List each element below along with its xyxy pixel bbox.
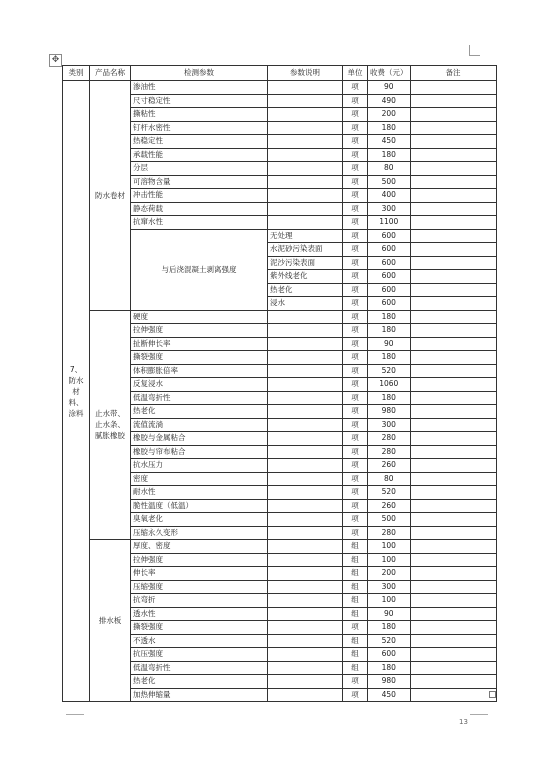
desc-cell (268, 337, 343, 351)
fee-cell: 490 (368, 94, 411, 108)
param-cell: 抗压强度 (131, 648, 268, 662)
desc-cell (268, 310, 343, 324)
fee-cell: 80 (368, 472, 411, 486)
remark-cell (410, 432, 496, 446)
desc-cell: 热老化 (268, 283, 343, 297)
unit-cell: 项 (343, 243, 368, 257)
desc-cell (268, 594, 343, 608)
page-number: 13 (459, 718, 468, 726)
unit-cell: 项 (343, 472, 368, 486)
fee-cell: 300 (368, 418, 411, 432)
fee-cell: 600 (368, 229, 411, 243)
header-fee: 收费（元） (368, 66, 411, 81)
remark-cell (410, 270, 496, 284)
fee-cell: 180 (368, 621, 411, 635)
param-cell: 分层 (131, 162, 268, 176)
fee-cell: 90 (368, 607, 411, 621)
fee-cell: 600 (368, 297, 411, 311)
param-cell: 低温弯折性 (131, 661, 268, 675)
unit-cell: 组 (343, 634, 368, 648)
desc-cell (268, 567, 343, 581)
param-cell: 透水性 (131, 607, 268, 621)
fee-cell: 450 (368, 688, 411, 702)
param-cell: 低温弯折性 (131, 391, 268, 405)
fee-table (62, 65, 497, 702)
remark-cell (410, 175, 496, 189)
remark-cell (410, 351, 496, 365)
desc-cell (268, 486, 343, 500)
remark-cell (410, 243, 496, 257)
header-param: 检测参数 (131, 66, 268, 81)
product-cell: 防水卷材 (90, 81, 131, 311)
unit-cell: 项 (343, 108, 368, 122)
param-cell: 拉伸强度 (131, 324, 268, 338)
desc-cell (268, 202, 343, 216)
unit-cell: 项 (343, 297, 368, 311)
remark-cell (410, 310, 496, 324)
param-cell: 渗油性 (131, 81, 268, 95)
desc-cell (268, 634, 343, 648)
unit-cell: 项 (343, 688, 368, 702)
param-cell: 钉杆水密性 (131, 121, 268, 135)
desc-cell (268, 526, 343, 540)
desc-cell: 水泥砂污染表面 (268, 243, 343, 257)
param-cell: 体积膨胀倍率 (131, 364, 268, 378)
fee-cell: 180 (368, 121, 411, 135)
fee-cell: 600 (368, 270, 411, 284)
remark-cell (410, 405, 496, 419)
unit-cell: 组 (343, 567, 368, 581)
unit-cell: 项 (343, 189, 368, 203)
desc-cell (268, 553, 343, 567)
remark-cell (410, 229, 496, 243)
desc-cell (268, 364, 343, 378)
unit-cell: 项 (343, 270, 368, 284)
category-cell: 7、防水材料、涂料 (63, 81, 90, 702)
unit-cell: 组 (343, 607, 368, 621)
remark-cell (410, 594, 496, 608)
unit-cell: 项 (343, 162, 368, 176)
table-row (63, 81, 497, 95)
param-cell: 与后浇混凝土剥离强度 (131, 229, 268, 310)
unit-cell: 项 (343, 621, 368, 635)
unit-cell: 项 (343, 81, 368, 95)
unit-cell: 项 (343, 486, 368, 500)
remark-cell (410, 648, 496, 662)
fee-cell: 600 (368, 648, 411, 662)
remark-cell (410, 688, 496, 702)
remark-cell (410, 553, 496, 567)
param-cell: 热老化 (131, 405, 268, 419)
param-cell: 加热伸缩量 (131, 688, 268, 702)
desc-cell (268, 135, 343, 149)
remark-cell (410, 337, 496, 351)
desc-cell (268, 472, 343, 486)
desc-cell: 泥沙污染表面 (268, 256, 343, 270)
unit-cell: 项 (343, 432, 368, 446)
unit-cell: 项 (343, 499, 368, 513)
remark-cell (410, 445, 496, 459)
unit-cell: 项 (343, 94, 368, 108)
param-cell: 拉伸强度 (131, 553, 268, 567)
unit-cell: 项 (343, 459, 368, 473)
remark-cell (410, 162, 496, 176)
desc-cell (268, 607, 343, 621)
fee-cell: 180 (368, 148, 411, 162)
param-cell: 冲击性能 (131, 189, 268, 203)
fee-cell: 520 (368, 364, 411, 378)
unit-cell: 项 (343, 405, 368, 419)
remark-cell (410, 661, 496, 675)
remark-cell (410, 324, 496, 338)
param-cell: 抗弯折 (131, 594, 268, 608)
fee-cell: 600 (368, 256, 411, 270)
remark-cell (410, 459, 496, 473)
unit-cell: 项 (343, 526, 368, 540)
remark-cell (410, 189, 496, 203)
fee-cell: 280 (368, 432, 411, 446)
remark-cell (410, 580, 496, 594)
remark-cell (410, 148, 496, 162)
unit-cell: 项 (343, 445, 368, 459)
desc-cell (268, 324, 343, 338)
fee-cell: 100 (368, 553, 411, 567)
remark-cell (410, 486, 496, 500)
remark-cell (410, 378, 496, 392)
fee-cell: 80 (368, 162, 411, 176)
desc-cell: 无处理 (268, 229, 343, 243)
unit-cell: 项 (343, 513, 368, 527)
unit-cell: 项 (343, 283, 368, 297)
unit-cell: 组 (343, 540, 368, 554)
fee-cell: 980 (368, 405, 411, 419)
fee-cell: 180 (368, 351, 411, 365)
desc-cell (268, 445, 343, 459)
desc-cell (268, 162, 343, 176)
desc-cell (268, 418, 343, 432)
fee-cell: 280 (368, 445, 411, 459)
param-cell: 撕裂强度 (131, 621, 268, 635)
unit-cell: 项 (343, 135, 368, 149)
remark-cell (410, 364, 496, 378)
desc-cell (268, 108, 343, 122)
footer-rule-left (66, 714, 84, 715)
param-cell: 扯断伸长率 (131, 337, 268, 351)
unit-cell: 项 (343, 148, 368, 162)
param-cell: 撕粘性 (131, 108, 268, 122)
desc-cell (268, 121, 343, 135)
fee-cell: 90 (368, 81, 411, 95)
desc-cell (268, 378, 343, 392)
desc-cell (268, 81, 343, 95)
param-cell: 橡胶与金属粘合 (131, 432, 268, 446)
page-corner-mark (469, 45, 480, 56)
remark-cell (410, 202, 496, 216)
unit-cell: 项 (343, 351, 368, 365)
fee-cell: 980 (368, 675, 411, 689)
header-unit: 单位 (343, 66, 368, 81)
header-desc: 参数说明 (268, 66, 343, 81)
fee-cell: 520 (368, 486, 411, 500)
unit-cell: 项 (343, 418, 368, 432)
remark-cell (410, 135, 496, 149)
fee-cell: 600 (368, 283, 411, 297)
header-product: 产品名称 (90, 66, 131, 81)
param-cell: 硬度 (131, 310, 268, 324)
desc-cell (268, 459, 343, 473)
fee-cell: 280 (368, 526, 411, 540)
fee-cell: 300 (368, 580, 411, 594)
remark-cell (410, 675, 496, 689)
fee-cell: 200 (368, 108, 411, 122)
remark-cell (410, 256, 496, 270)
desc-cell (268, 661, 343, 675)
remark-cell (410, 513, 496, 527)
param-cell: 脆性温度（低温） (131, 499, 268, 513)
remark-cell (410, 418, 496, 432)
desc-cell (268, 148, 343, 162)
fee-cell: 100 (368, 540, 411, 554)
remark-cell (410, 634, 496, 648)
remark-cell (410, 391, 496, 405)
unit-cell: 组 (343, 661, 368, 675)
fee-cell: 400 (368, 189, 411, 203)
unit-cell: 项 (343, 364, 368, 378)
param-cell: 可溶物含量 (131, 175, 268, 189)
table-resize-handle[interactable] (489, 691, 496, 698)
product-cell: 排水板 (90, 540, 131, 702)
remark-cell (410, 540, 496, 554)
table-header-row (63, 66, 497, 81)
remark-cell (410, 607, 496, 621)
param-cell: 橡胶与帘布粘合 (131, 445, 268, 459)
remark-cell (410, 108, 496, 122)
remark-cell (410, 297, 496, 311)
fee-cell: 260 (368, 459, 411, 473)
param-cell: 静态荷载 (131, 202, 268, 216)
unit-cell: 组 (343, 594, 368, 608)
param-cell: 臭氧老化 (131, 513, 268, 527)
unit-cell: 项 (343, 324, 368, 338)
unit-cell: 组 (343, 648, 368, 662)
remark-cell (410, 567, 496, 581)
param-cell: 厚度、密度 (131, 540, 268, 554)
desc-cell (268, 351, 343, 365)
param-cell: 压缩强度 (131, 580, 268, 594)
fee-cell: 180 (368, 391, 411, 405)
footer-rule-right (470, 714, 488, 715)
unit-cell: 项 (343, 216, 368, 230)
remark-cell (410, 94, 496, 108)
desc-cell (268, 175, 343, 189)
fee-cell: 180 (368, 661, 411, 675)
desc-cell (268, 540, 343, 554)
unit-cell: 项 (343, 256, 368, 270)
product-cell: 止水带、止水条、腻胀橡胶 (90, 310, 131, 540)
unit-cell: 组 (343, 553, 368, 567)
param-cell: 反复浸水 (131, 378, 268, 392)
param-cell: 流值流淌 (131, 418, 268, 432)
param-cell: 伸长率 (131, 567, 268, 581)
header-remark: 备注 (410, 66, 496, 81)
param-cell: 尺寸稳定性 (131, 94, 268, 108)
fee-cell: 450 (368, 135, 411, 149)
unit-cell: 项 (343, 391, 368, 405)
unit-cell: 项 (343, 175, 368, 189)
unit-cell: 项 (343, 229, 368, 243)
desc-cell (268, 621, 343, 635)
desc-cell (268, 405, 343, 419)
unit-cell: 项 (343, 378, 368, 392)
fee-cell: 520 (368, 634, 411, 648)
desc-cell (268, 189, 343, 203)
desc-cell (268, 513, 343, 527)
desc-cell (268, 648, 343, 662)
remark-cell (410, 526, 496, 540)
header-category: 类别 (63, 66, 90, 81)
fee-cell: 500 (368, 175, 411, 189)
param-cell: 撕裂强度 (131, 351, 268, 365)
fee-cell: 90 (368, 337, 411, 351)
desc-cell (268, 94, 343, 108)
fee-cell: 180 (368, 310, 411, 324)
unit-cell: 组 (343, 580, 368, 594)
param-cell: 抗窜水性 (131, 216, 268, 230)
desc-cell (268, 216, 343, 230)
param-cell: 抗水压力 (131, 459, 268, 473)
fee-cell: 500 (368, 513, 411, 527)
remark-cell (410, 621, 496, 635)
remark-cell (410, 121, 496, 135)
param-cell: 热老化 (131, 675, 268, 689)
param-cell: 压缩永久变形 (131, 526, 268, 540)
fee-cell: 300 (368, 202, 411, 216)
unit-cell: 项 (343, 310, 368, 324)
fee-cell: 1100 (368, 216, 411, 230)
fee-cell: 260 (368, 499, 411, 513)
unit-cell: 项 (343, 675, 368, 689)
fee-cell: 1060 (368, 378, 411, 392)
fee-cell: 100 (368, 594, 411, 608)
unit-cell: 项 (343, 202, 368, 216)
unit-cell: 项 (343, 121, 368, 135)
remark-cell (410, 216, 496, 230)
fee-cell: 600 (368, 243, 411, 257)
remark-cell (410, 499, 496, 513)
table-row (63, 540, 497, 554)
table-move-handle-icon[interactable]: ✥ (49, 54, 62, 67)
desc-cell (268, 391, 343, 405)
desc-cell (268, 499, 343, 513)
param-cell: 承载性能 (131, 148, 268, 162)
desc-cell (268, 432, 343, 446)
param-cell: 耐水性 (131, 486, 268, 500)
param-cell: 不透水 (131, 634, 268, 648)
fee-cell: 180 (368, 324, 411, 338)
remark-cell (410, 283, 496, 297)
param-cell: 密度 (131, 472, 268, 486)
desc-cell (268, 688, 343, 702)
remark-cell (410, 472, 496, 486)
desc-cell (268, 580, 343, 594)
desc-cell: 浸水 (268, 297, 343, 311)
unit-cell: 项 (343, 337, 368, 351)
param-cell: 热稳定性 (131, 135, 268, 149)
desc-cell (268, 675, 343, 689)
table-row (63, 310, 497, 324)
fee-cell: 200 (368, 567, 411, 581)
desc-cell: 紫外线老化 (268, 270, 343, 284)
remark-cell (410, 81, 496, 95)
